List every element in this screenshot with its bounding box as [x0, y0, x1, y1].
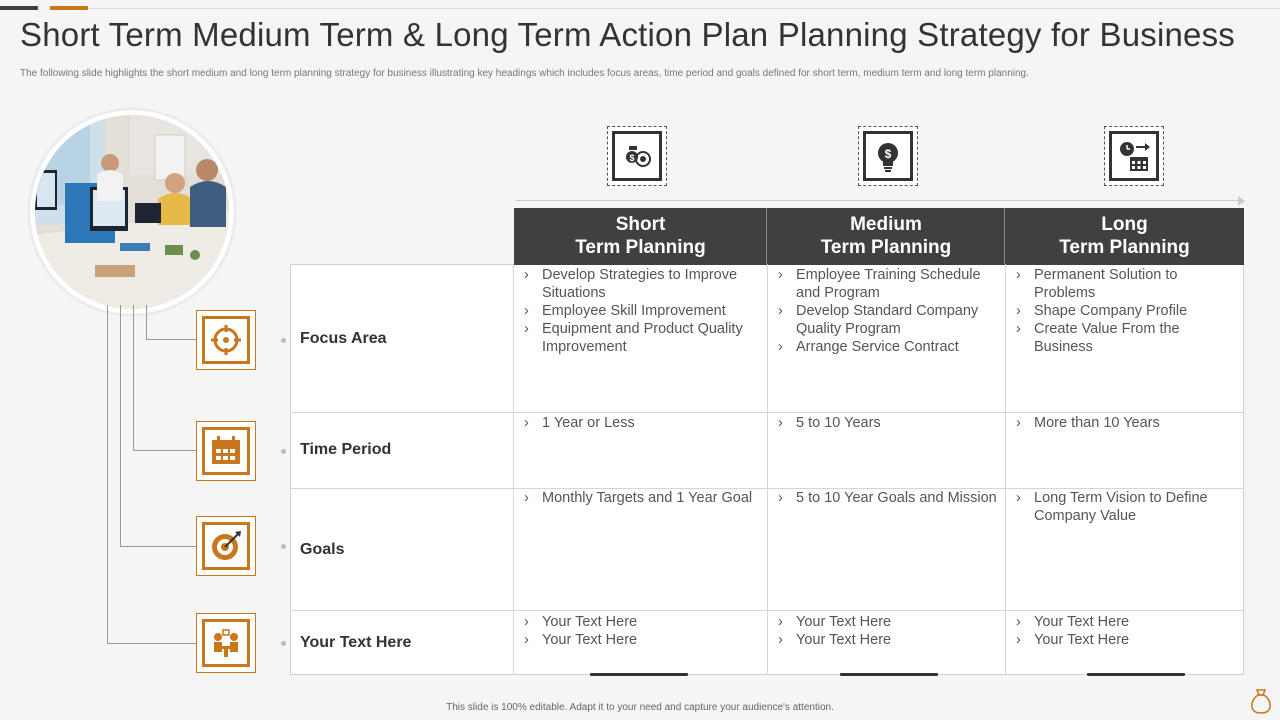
cell-focus-long — [1016, 266, 1228, 356]
cell-goals-long — [1016, 489, 1228, 525]
connector-line — [120, 305, 121, 547]
list-item: › More than 10 Years — [1016, 414, 1228, 432]
bullseye-arrow-icon — [202, 522, 250, 570]
calendar-icon — [202, 427, 250, 475]
medium-term-icon-box — [858, 126, 918, 186]
slide-subtitle: The following slide highlights the short medium and long term planning strategy for business illustrating key headings which includes focus areas, time period and goals defined for short term, medium term and long term planning. — [20, 68, 1029, 79]
clock-calendar-icon — [1109, 131, 1159, 181]
row-label-goals: Goals — [300, 541, 345, 558]
connector-line — [133, 450, 196, 451]
row-label-custom: Your Text Here — [300, 634, 412, 651]
connector-line — [133, 305, 134, 451]
list-item: › Your Text Here — [778, 631, 1000, 649]
row-dot — [281, 544, 286, 549]
table-divider — [767, 264, 768, 675]
list-item: › Arrange Service Contract — [778, 338, 1000, 356]
column-header-line2: Term Planning — [820, 237, 952, 258]
cell-time-medium — [778, 414, 1000, 432]
column-underline-medium — [840, 673, 938, 676]
list-item: › Your Text Here — [524, 631, 760, 649]
list-item: › Employee Training Schedule and Program — [778, 266, 1000, 302]
target-crosshair-icon — [202, 316, 250, 364]
connector-line — [120, 546, 196, 547]
timeline-arrow-head — [1238, 196, 1245, 206]
short-term-icon-box — [607, 126, 667, 186]
list-item: › Your Text Here — [1016, 613, 1228, 631]
time-period-icon-box — [196, 421, 256, 481]
column-underline-short — [590, 673, 688, 676]
cell-custom-medium — [778, 613, 1000, 649]
accent-bar-orange — [50, 6, 88, 10]
connector-line — [146, 339, 196, 340]
accent-bar-dark — [0, 6, 38, 10]
list-item: › Your Text Here — [778, 613, 1000, 631]
list-item: › Shape Company Profile — [1016, 302, 1228, 320]
lightbulb-dollar-icon — [863, 131, 913, 181]
column-header-line2: Term Planning — [1059, 237, 1190, 258]
list-item: › 5 to 10 Years — [778, 414, 1000, 432]
column-header-line1: Short — [615, 214, 666, 235]
list-item: › 5 to 10 Year Goals and Mission — [778, 489, 1000, 507]
table-divider — [1005, 264, 1006, 675]
list-item: › Monthly Targets and 1 Year Goal — [524, 489, 760, 507]
meeting-people-icon — [202, 619, 250, 667]
column-header-long — [1005, 208, 1244, 264]
list-item: › Long Term Vision to Define Company Value — [1016, 489, 1228, 525]
cell-goals-medium — [778, 489, 1000, 507]
column-underline-long — [1087, 673, 1185, 676]
cell-time-short — [524, 414, 760, 432]
column-header-short — [514, 208, 767, 264]
list-item: › Employee Skill Improvement — [524, 302, 760, 320]
row-label-time-period: Time Period — [300, 441, 392, 458]
top-rule — [88, 8, 1280, 9]
row-dot — [281, 641, 286, 646]
list-item: › Develop Strategies to Improve Situations — [524, 266, 760, 302]
long-term-icon-box — [1104, 126, 1164, 186]
table-divider — [290, 412, 1244, 413]
cell-focus-short — [524, 266, 760, 356]
list-item: › Develop Standard Company Quality Program — [778, 302, 1000, 338]
row-dot — [281, 449, 286, 454]
table-divider — [513, 264, 514, 675]
list-item: › Equipment and Product Quality Improvement — [524, 320, 760, 356]
column-header-line2: Term Planning — [575, 237, 706, 258]
cell-goals-short — [524, 489, 760, 507]
cell-custom-long — [1016, 613, 1228, 649]
column-header-medium — [767, 208, 1005, 264]
custom-row-icon-box — [196, 613, 256, 673]
list-item: › Create Value From the Business — [1016, 320, 1228, 356]
svg-text:$: $ — [629, 153, 635, 163]
dollar-coins-icon — [612, 131, 662, 181]
connector-line — [107, 305, 108, 644]
column-header-line1: Medium — [850, 214, 922, 235]
goals-icon-box — [196, 516, 256, 576]
list-item: › Your Text Here — [1016, 631, 1228, 649]
connector-line — [107, 643, 196, 644]
footer-note: This slide is 100% editable. Adapt it to your need and capture your audience's attention. — [446, 702, 834, 713]
table-divider — [290, 610, 1244, 611]
row-dot — [281, 338, 286, 343]
timeline-arrow-line — [515, 200, 1239, 201]
cell-time-long — [1016, 414, 1228, 432]
svg-text:$: $ — [884, 147, 892, 161]
focus-area-icon-box — [196, 310, 256, 370]
cell-focus-medium — [778, 266, 1000, 356]
connector-line — [146, 305, 147, 340]
office-team-photo — [30, 110, 234, 314]
row-label-focus-area: Focus Area — [300, 330, 387, 347]
list-item: › 1 Year or Less — [524, 414, 760, 432]
slide-title: Short Term Medium Term & Long Term Action Plan Planning Strategy for Business — [20, 16, 1235, 53]
money-bag-icon — [1250, 688, 1272, 714]
list-item: › Your Text Here — [524, 613, 760, 631]
column-header-line1: Long — [1101, 214, 1148, 235]
list-item: › Permanent Solution to Problems — [1016, 266, 1228, 302]
cell-custom-short — [524, 613, 760, 649]
